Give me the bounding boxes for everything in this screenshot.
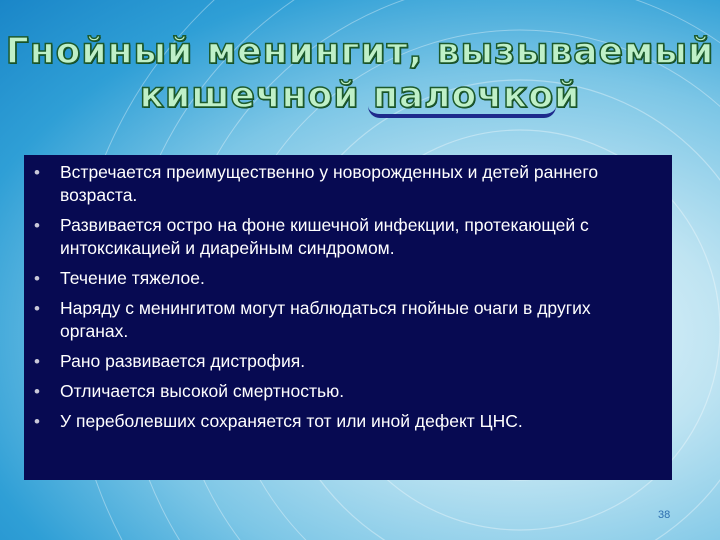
bullet-icon: •: [34, 352, 40, 371]
bullet-text: Развивается остро на фоне кишечной инфекции, протекающей с интоксикацией и диарейным синдромом.: [60, 215, 589, 258]
bullet-icon: •: [34, 163, 40, 182]
bullet-icon: •: [34, 412, 40, 431]
bullet-icon: •: [34, 382, 40, 401]
slide-title: [0, 30, 720, 118]
bullet-icon: •: [34, 299, 40, 318]
bullet-item: [34, 161, 659, 207]
page-number: 38: [658, 509, 671, 521]
bullet-text: Наряду с менингитом могут наблюдаться гнойные очаги в других органах.: [60, 298, 591, 341]
slide-title-line-1: Гнойный менингит, вызываемый: [5, 31, 715, 72]
bullet-item: [34, 380, 659, 403]
bullet-icon: •: [34, 216, 40, 235]
bullet-item: [34, 350, 659, 373]
bullet-item: [34, 410, 659, 433]
bullet-item: [34, 267, 659, 290]
bullet-text: Отличается высокой смертностью.: [60, 381, 345, 401]
title-underline: [368, 106, 556, 118]
bullet-text: Рано развивается дистрофия.: [60, 351, 306, 371]
bullet-text: Встречается преимущественно у новорожденных и детей раннего возраста.: [60, 162, 599, 205]
bullet-text: У переболевших сохраняется тот или иной дефект ЦНС.: [60, 411, 523, 431]
bullet-icon: •: [34, 269, 40, 288]
slide-title-line-2: кишечной палочкой: [139, 75, 581, 116]
bullet-list: [34, 161, 659, 440]
bullet-item: [34, 297, 659, 343]
bullet-text: Течение тяжелое.: [60, 268, 205, 288]
bullet-item: [34, 214, 659, 260]
